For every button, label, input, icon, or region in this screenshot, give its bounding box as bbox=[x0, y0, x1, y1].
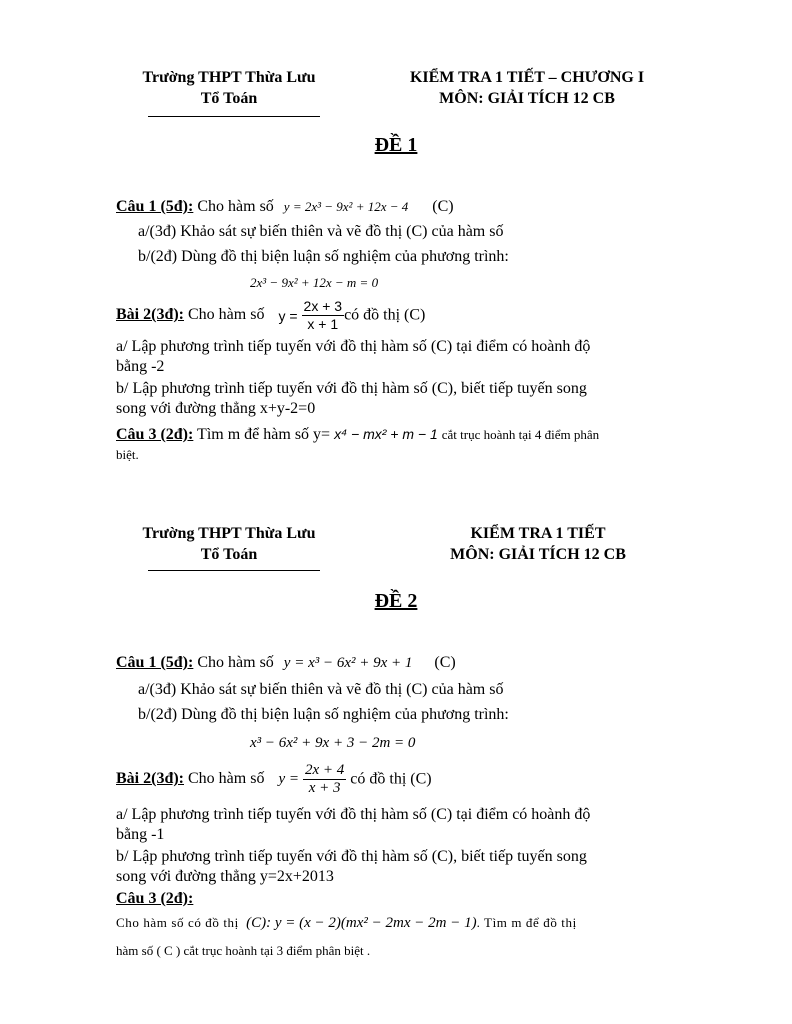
de1-department: Tổ Toán bbox=[200, 90, 258, 107]
de1-bai2-part-b2: song với đường thẳng x+y-2=0 bbox=[116, 400, 316, 417]
de2-bai2-part-a1: a/ Lập phương trình tiếp tuyến với đồ thị hàm số (C) tại điểm có hoành độ bbox=[116, 806, 591, 823]
de1-school-name: Trường THPT Thừa Lưu bbox=[142, 69, 316, 86]
de1-cau1-equation: 2x³ − 9x² + 12x − m = 0 bbox=[250, 275, 379, 290]
de1-bai2-intro: Cho hàm số bbox=[184, 306, 265, 324]
de1-cau1-line bbox=[116, 198, 454, 216]
de2-bai2-denominator: x + 3 bbox=[308, 780, 341, 796]
de1-cau3-label: Câu 3 (2đ): bbox=[116, 426, 194, 443]
de1-cau1-curve: (C) bbox=[432, 198, 454, 215]
de2-bai2-line bbox=[116, 762, 432, 797]
de2-cau3-line1-post: . Tìm m để đồ thị bbox=[476, 915, 577, 930]
de1-bai2-y: y = bbox=[278, 307, 298, 324]
de2-cau1-equation: x³ − 6x² + 9x + 3 − 2m = 0 bbox=[250, 735, 416, 751]
de1-cau1-part-a: a/(3đ) Khảo sát sự biến thiên và vẽ đồ thị (C) của hàm số bbox=[138, 223, 504, 240]
de1-cau1-function: y = 2x³ − 9x² + 12x − 4 bbox=[283, 199, 409, 214]
de2-cau3-function: (C): y = (x − 2)(mx² − 2mx − 2m − 1) bbox=[246, 915, 477, 931]
de2-bai2-part-b1: b/ Lập phương trình tiếp tuyến với đồ thị hàm số (C), biết tiếp tuyến song bbox=[116, 848, 587, 865]
de2-bai2-tail: có đồ thị (C) bbox=[350, 770, 432, 788]
de1-bai2-fraction bbox=[302, 298, 345, 333]
de1-cau1-intro: Cho hàm số bbox=[193, 198, 274, 215]
de2-school-name: Trường THPT Thừa Lưu bbox=[142, 525, 316, 542]
de1-cau3-tail2: biệt. bbox=[116, 447, 139, 462]
de1-cau3-intro: Tìm m để hàm số y= bbox=[193, 426, 331, 443]
de2-bai2-part-b2: song với đường thẳng y=2x+2013 bbox=[116, 868, 334, 885]
de2-bai2-numerator: 2x + 4 bbox=[304, 762, 345, 778]
de2-cau1-part-a: a/(3đ) Khảo sát sự biến thiên và vẽ đồ thị (C) của hàm số bbox=[138, 681, 504, 698]
de1-bai2-part-b1: b/ Lập phương trình tiếp tuyến với đồ thị hàm số (C), biết tiếp tuyến song bbox=[116, 380, 587, 397]
de1-bai2-part-a1: a/ Lập phương trình tiếp tuyến với đồ thị hàm số (C) tại điểm có hoành độ bbox=[116, 338, 591, 355]
de1-cau3-line bbox=[116, 426, 599, 444]
de2-cau3-line1 bbox=[116, 915, 577, 932]
de1-bai2-numerator: 2x + 3 bbox=[303, 298, 343, 314]
de2-title: ĐỀ 2 bbox=[374, 590, 418, 612]
de2-header-rule bbox=[148, 570, 320, 571]
de1-bai2-tail: có đồ thị (C) bbox=[344, 306, 426, 324]
de2-cau3-label bbox=[116, 890, 193, 908]
de1-header-rule bbox=[148, 116, 320, 117]
de1-subject: MÔN: GIẢI TÍCH 12 CB bbox=[439, 90, 615, 107]
de2-bai2-fraction bbox=[303, 762, 346, 797]
de2-cau3-label-text: Câu 3 (2đ): bbox=[116, 890, 194, 907]
de1-exam-title: KIỂM TRA 1 TIẾT – CHƯƠNG I bbox=[409, 69, 645, 86]
de1-bai2-denominator: x + 1 bbox=[307, 316, 339, 332]
de1-cau3-tail: cắt trục hoành tại 4 điểm phân bbox=[441, 427, 600, 442]
de2-bai2-part-a2: bằng -1 bbox=[116, 826, 165, 843]
de1-cau1-label: Câu 1 (5đ): bbox=[116, 198, 194, 215]
de1-bai2-line bbox=[116, 298, 425, 333]
de2-department: Tổ Toán bbox=[200, 546, 258, 563]
de2-cau3-line1-pre: Cho hàm số có đồ thị bbox=[116, 915, 239, 930]
de2-cau1-curve: (C) bbox=[434, 654, 456, 671]
de1-cau3-function: x⁴ − mx² + m − 1 bbox=[334, 426, 438, 442]
de2-cau1-label: Câu 1 (5đ): bbox=[116, 654, 194, 671]
de2-cau1-line bbox=[116, 654, 456, 672]
de2-exam-title: KIỂM TRA 1 TIẾT bbox=[470, 525, 606, 542]
de2-cau3-line2: hàm số ( C ) cắt trục hoành tại 3 điểm phân biệt . bbox=[116, 943, 371, 958]
de2-subject: MÔN: GIẢI TÍCH 12 CB bbox=[450, 546, 626, 563]
de1-bai2-part-a2: bằng -2 bbox=[116, 358, 165, 375]
de2-cau1-function: y = x³ − 6x² + 9x + 1 bbox=[283, 655, 413, 671]
de2-bai2-label: Bài 2(3đ): bbox=[116, 770, 184, 788]
de2-cau1-part-b: b/(2đ) Dùng đồ thị biện luận số nghiệm của phương trình: bbox=[138, 706, 509, 723]
de2-bai2-y: y = bbox=[278, 771, 299, 787]
de2-bai2-intro: Cho hàm số bbox=[184, 770, 265, 788]
de1-cau1-part-b: b/(2đ) Dùng đồ thị biện luận số nghiệm của phương trình: bbox=[138, 248, 509, 265]
de1-bai2-label: Bài 2(3đ): bbox=[116, 306, 184, 324]
de1-title: ĐỀ 1 bbox=[374, 134, 418, 156]
de2-cau1-intro: Cho hàm số bbox=[193, 654, 274, 671]
